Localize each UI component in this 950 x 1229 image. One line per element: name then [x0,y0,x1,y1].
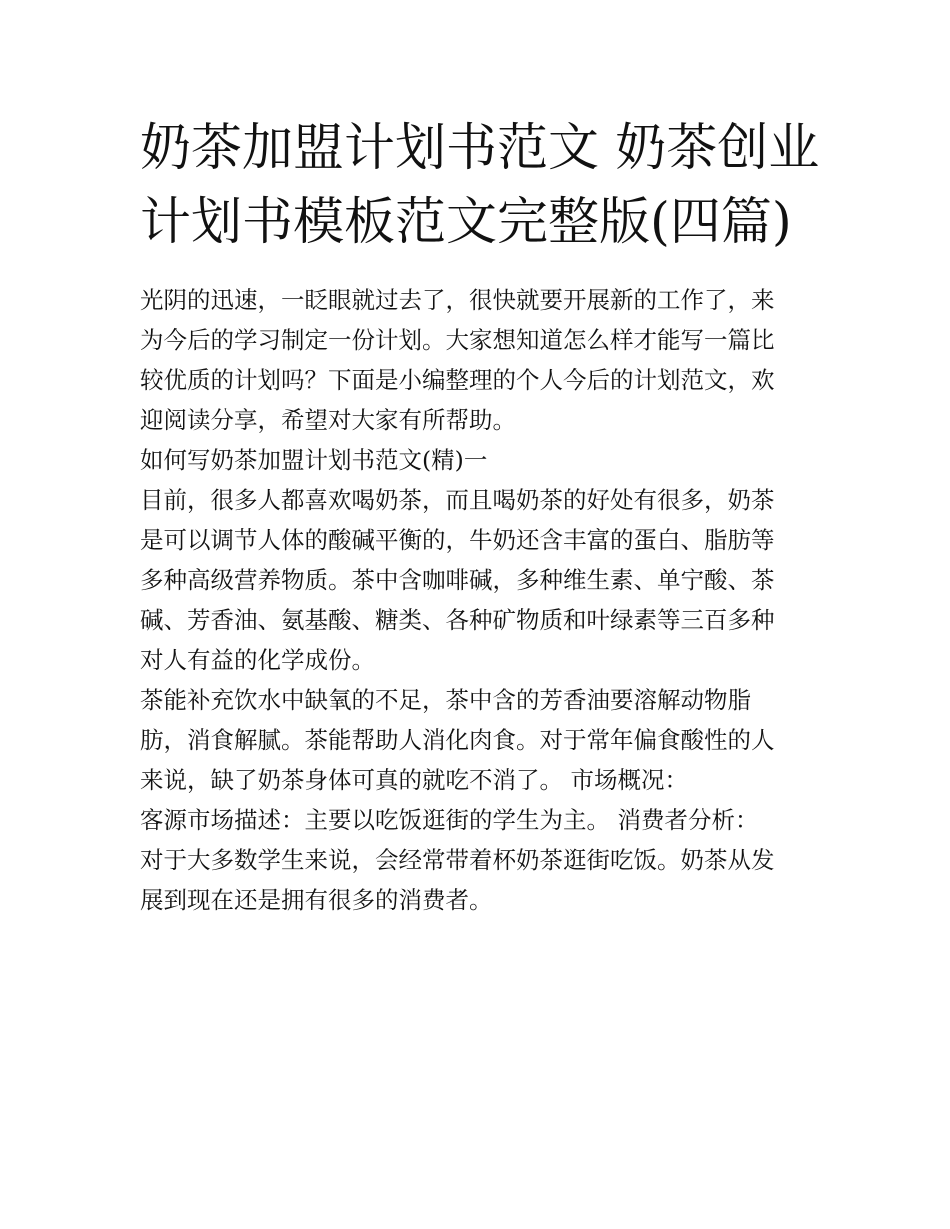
paragraph-3 [140,800,820,840]
paragraph-1 [140,480,820,680]
document-title [140,112,820,260]
title-line: 奶茶加盟计划书范文 奶茶创业 [140,119,820,178]
paragraph-4 [140,840,820,920]
text-line: 较优质的计划吗？下面是小编整理的个人今后的计划范文，欢 [140,366,775,394]
intro-paragraph [140,280,820,440]
text-line: 多种高级营养物质。茶中含咖啡碱，多种维生素、单宁酸、茶 [140,566,775,594]
text-line: 为今后的学习制定一份计划。大家想知道怎么样才能写一篇比 [140,326,775,354]
paragraph-2 [140,680,820,800]
text-line: 对于大多数学生来说，会经常带着杯奶茶逛街吃饭。奶茶从发 [140,846,775,874]
text-line: 肪，消食解腻。茶能帮助人消化肉食。对于常年偏食酸性的人 [140,726,775,754]
text-line: 客源市场描述：主要以吃饭逛街的学生为主。 消费者分析： [140,806,759,834]
text-line: 茶能补充饮水中缺氧的不足，茶中含的芳香油要溶解动物脂 [140,686,751,714]
section-heading [140,440,820,480]
document-body [140,280,820,920]
text-line: 是可以调节人体的酸碱平衡的，牛奶还含丰富的蛋白、脂肪等 [140,526,775,554]
title-line: 计划书模板范文完整版(四篇) [140,193,792,252]
text-line: 展到现在还是拥有很多的消费者。 [140,886,493,914]
text-line: 如何写奶茶加盟计划书范文(精)一 [140,446,488,474]
text-line: 光阴的迅速，一眨眼就过去了，很快就要开展新的工作了，来 [140,286,775,314]
text-line: 来说，缺了奶茶身体可真的就吃不消了。 市场概况： [140,766,688,794]
text-line: 迎阅读分享，希望对大家有所帮助。 [140,406,516,434]
text-line: 目前，很多人都喜欢喝奶茶，而且喝奶茶的好处有很多，奶茶 [140,486,775,514]
text-line: 对人有益的化学成份。 [140,646,375,674]
text-line: 碱、芳香油、氨基酸、糖类、各种矿物质和叶绿素等三百多种 [140,606,775,634]
